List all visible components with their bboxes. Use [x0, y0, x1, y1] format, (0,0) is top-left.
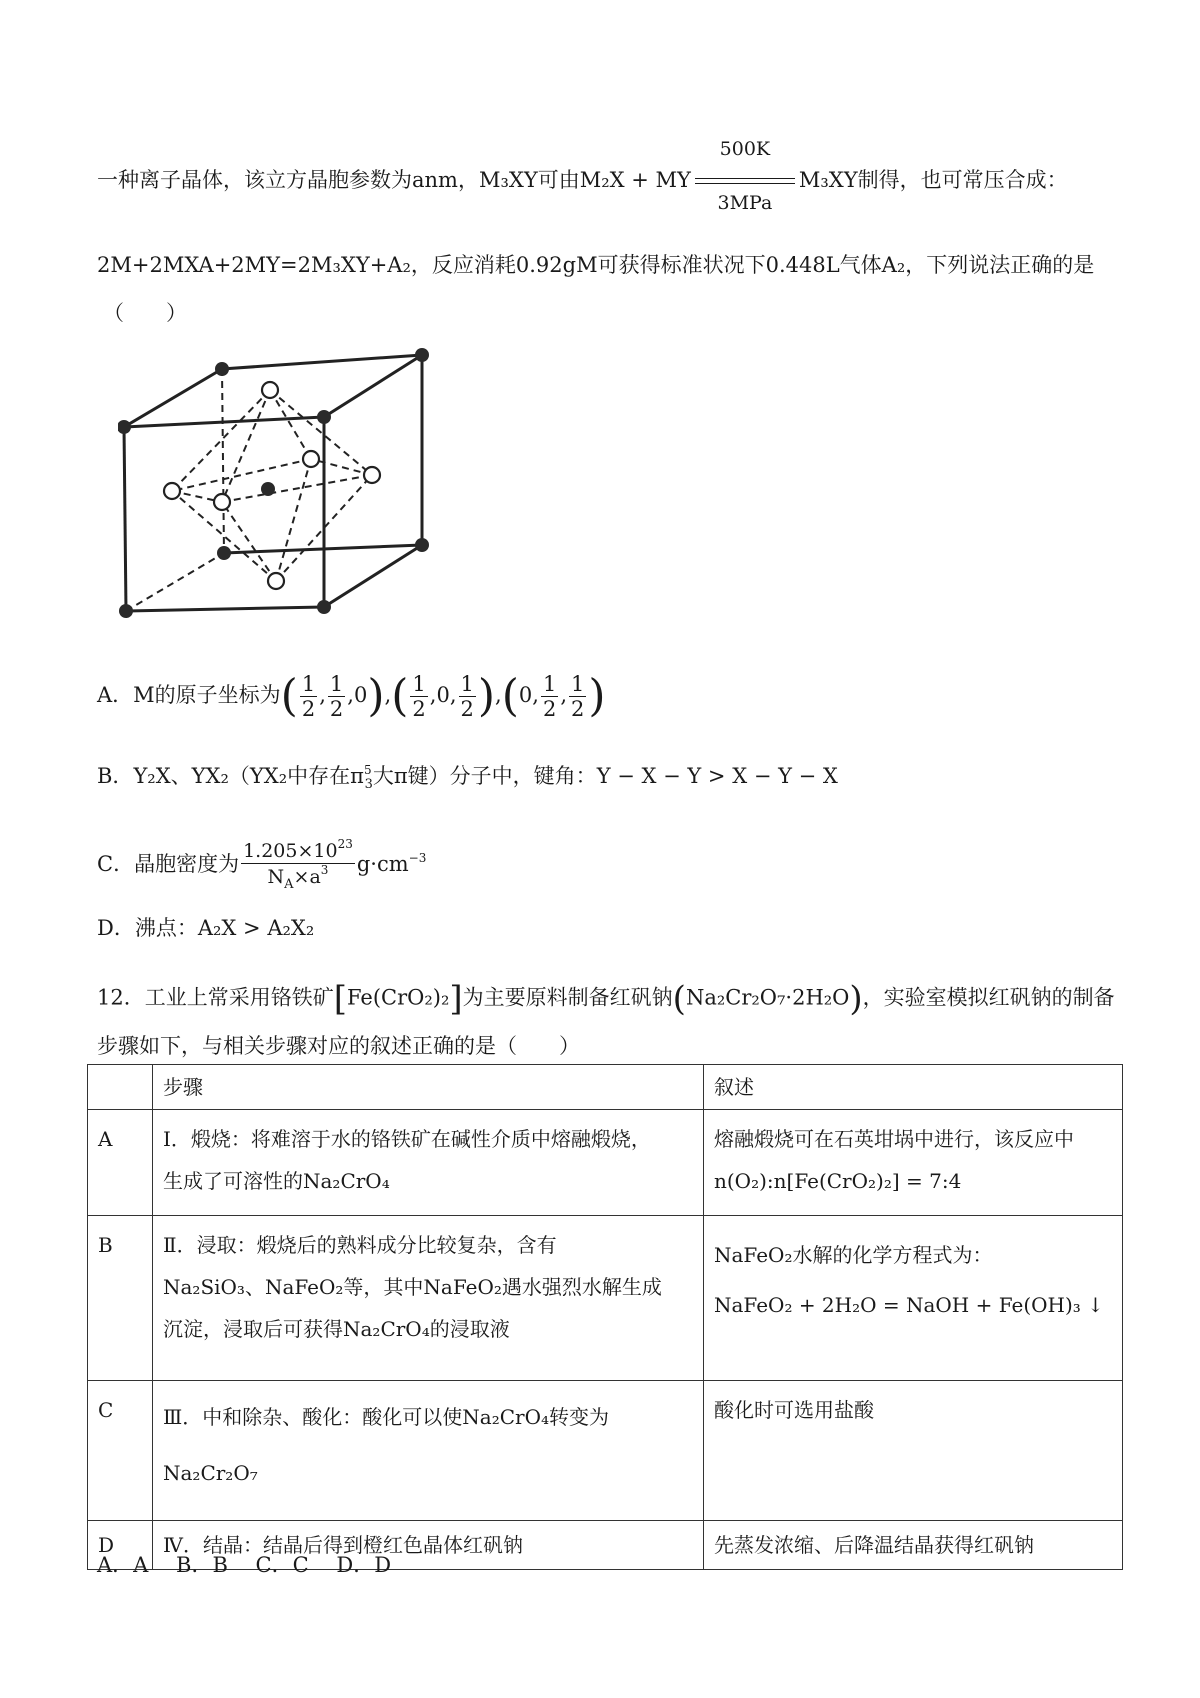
cube-edge: [126, 607, 324, 611]
option-c: [97, 838, 426, 893]
boiling-point-compare: A₂X > A₂X₂: [197, 916, 315, 940]
step-line: 生成了可溶性的Na₂CrO₄: [163, 1169, 390, 1193]
frac-den: 2: [460, 697, 474, 722]
intro-text-b: 可由: [537, 168, 580, 192]
frac-num: 1: [329, 672, 344, 696]
step-cell: [153, 1110, 704, 1216]
frac-den: 2: [412, 697, 426, 722]
corner-atom: [317, 410, 331, 424]
intro2-text-b: 可获得标准状况下: [597, 253, 766, 277]
answer-choices: A．A B．B C．C D．D: [97, 1553, 392, 1577]
corner-atom: [217, 546, 231, 560]
table-header-row: [88, 1065, 1123, 1110]
frac-num: 1: [542, 672, 557, 696]
bond-angle-compare: Y − X − Y > X − Y − X: [596, 764, 838, 788]
intro2-text-d: ，下列说法正确的是: [905, 253, 1095, 277]
desc-line: n(O₂):n[Fe(CrO₂)₂] = 7:4: [714, 1169, 962, 1193]
reaction-right: M₃XY: [798, 168, 858, 192]
intro-line-2: [97, 255, 1094, 276]
q12-text-b: 为主要原料制备红矾钠: [462, 985, 673, 1010]
desc-cell: [704, 1381, 1123, 1521]
product-formula: Na₂Cr₂O₇·2H₂O: [685, 985, 850, 1010]
frac-num: 1: [460, 672, 474, 696]
row-key: B: [88, 1216, 153, 1381]
desc-line: 先蒸发浓缩、后降温结晶获得红矾钠: [714, 1533, 1034, 1557]
desc-line: 酸化时可选用盐酸: [714, 1398, 874, 1422]
intro-text-c: 制得，也可常压合成：: [857, 168, 1068, 192]
avogadro: N: [267, 865, 285, 888]
cube-edge: [124, 369, 222, 427]
cube-edge: [124, 417, 324, 427]
header-cell: 步骤: [153, 1065, 704, 1110]
option-b-label: B．: [97, 764, 134, 788]
q12-text-c: ，实验室模拟红矾钠的制备: [862, 985, 1115, 1010]
cell-param: anm: [412, 168, 458, 192]
subscript: A: [284, 876, 294, 892]
cube-edge: [222, 369, 224, 553]
q12-text-a: 12．工业上常采用铬铁矿: [97, 985, 334, 1010]
corner-atom: [118, 420, 131, 434]
face-center-atom: [303, 451, 319, 467]
pi-bond-note: （YX₂中存在π: [228, 764, 364, 788]
header-cell: [88, 1065, 153, 1110]
answer-bracket: （ ）: [103, 301, 187, 325]
step-line: 沉淀，浸取后可获得Na₂CrO₄的浸取液: [163, 1317, 510, 1341]
density-unit: g·cm: [356, 851, 409, 876]
condition-temperature: 500K: [719, 137, 771, 160]
row-key: A: [88, 1110, 153, 1216]
step-line: Ⅲ．中和除杂、酸化：酸化可以使Na₂CrO₄转变为: [163, 1405, 610, 1429]
option-d-label: D．沸点：: [97, 916, 198, 940]
step-line: Na₂Cr₂O₇: [163, 1461, 258, 1485]
corner-atom: [215, 362, 229, 376]
row-key: D: [88, 1521, 153, 1570]
exponent: 3: [320, 862, 329, 877]
intro2-text-a: ，反应消耗: [410, 253, 516, 277]
condition-pressure: 3MPa: [717, 191, 773, 214]
frac-num: 1: [412, 672, 426, 696]
desc-line: NaFeO₂ + 2H₂O = NaOH + Fe(OH)₃ ↓: [714, 1293, 1104, 1317]
desc-line: 熔融煅烧可在石英坩埚中进行，该反应中: [714, 1127, 1074, 1151]
option-b: [97, 764, 838, 791]
exponent: 23: [337, 837, 353, 851]
reaction-condition: [695, 137, 795, 214]
comma: ，: [457, 168, 479, 192]
pi-electrons: 5: [363, 763, 372, 777]
option-d: [97, 918, 314, 939]
corner-atom: [415, 538, 429, 552]
crystal-cell-diagram: [118, 345, 438, 625]
step-line: Ⅰ．煅烧：将难溶于水的铬铁矿在碱性介质中熔融煅烧，: [163, 1127, 651, 1151]
coord-value: 0: [436, 683, 450, 708]
desc-cell: [704, 1521, 1123, 1570]
table-row: [88, 1110, 1123, 1216]
formula-m3xy: M₃XY: [478, 168, 538, 192]
pi-centers: 3: [364, 777, 373, 792]
option-c-label: C．晶胞密度为: [97, 851, 240, 876]
step-cell: [153, 1216, 704, 1381]
face-center-atom: [364, 467, 380, 483]
intro2-text-c: 气体: [839, 253, 882, 277]
cube-edge: [324, 545, 422, 607]
option-a-label: A．M的原子坐标为: [97, 683, 281, 708]
reaction-equation: 2M+2MXA+2MY=2M₃XY+A₂: [97, 253, 411, 277]
steps-table: [87, 1064, 1123, 1570]
frac-den: 2: [571, 697, 585, 722]
frac-den: 2: [542, 697, 557, 722]
face-center-atom: [262, 382, 278, 398]
intro-line-1: [97, 137, 1068, 214]
intro-text-a: 一种离子晶体，该立方晶胞参数为: [97, 168, 412, 192]
cube-edge: [124, 427, 126, 611]
step-line: Ⅱ．浸取：煅烧后的熟料成分比较复杂，含有: [163, 1233, 557, 1257]
coord-value: 0: [353, 683, 368, 708]
density-fraction: [241, 838, 355, 893]
corner-atom: [119, 604, 133, 618]
cube-edge: [324, 355, 422, 417]
option-a: A．M的原子坐标为( $\frac{1}{2}$ , $\frac{1}{2}$ ,0),( $\frac{1}{2}$ ,0, $\frac{1}{2}$ ),(0, $\frac{1}{2}$ , $\frac{1}{2}$ ): [97, 670, 606, 722]
cube-edge: [126, 553, 224, 611]
molecules: Y₂X、YX₂: [133, 764, 229, 788]
body-center-atom: [261, 482, 275, 496]
q12-line-1: 12．工业上常采用铬铁矿[Fe(CrO₂)₂]为主要原料制备红矾钠(Na₂Cr₂O₇·2H₂O)，实验室模拟红矾钠的制备: [97, 979, 1115, 1019]
table-row: [88, 1381, 1123, 1521]
desc-cell: [704, 1110, 1123, 1216]
reaction-left: M₂X + MY: [579, 168, 691, 192]
frac-num: 1: [571, 672, 585, 696]
frac-den: 2: [301, 697, 316, 722]
density-denominator: ×a: [293, 865, 321, 888]
step-cell: [153, 1381, 704, 1521]
q12-line-2: 步骤如下，与相关步骤对应的叙述正确的是（ ）: [97, 1034, 580, 1058]
row-key: C: [88, 1381, 153, 1521]
pi-bond-note-2: 大π键）分子中，键角：: [372, 764, 597, 788]
coord-value: 0: [518, 683, 533, 708]
gas-formula: A₂: [881, 253, 906, 277]
chromite-formula: Fe(CrO₂)₂: [347, 985, 450, 1010]
corner-atom: [317, 600, 331, 614]
frac-den: 2: [329, 697, 344, 722]
density-numerator: 1.205×10: [243, 840, 338, 862]
face-center-atom: [164, 483, 180, 499]
desc-line: NaFeO₂水解的化学方程式为：: [714, 1243, 993, 1267]
step-line: Ⅳ．结晶：结晶后得到橙红色晶体红矾钠: [163, 1533, 523, 1557]
unit-exponent: −3: [408, 850, 427, 865]
desc-cell: [704, 1216, 1123, 1381]
volume-value: 0.448L: [765, 253, 840, 277]
header-cell: 叙述: [704, 1065, 1123, 1110]
face-center-atom: [268, 573, 284, 589]
face-center-atom: [214, 494, 230, 510]
step-line: Na₂SiO₃、NaFeO₂等，其中NaFeO₂遇水强烈水解生成: [163, 1275, 662, 1299]
corner-atom: [415, 348, 429, 362]
table-row: [88, 1216, 1123, 1381]
mass-value: 0.92gM: [515, 253, 598, 277]
cube-edge: [222, 355, 422, 369]
frac-num: 1: [301, 672, 316, 696]
